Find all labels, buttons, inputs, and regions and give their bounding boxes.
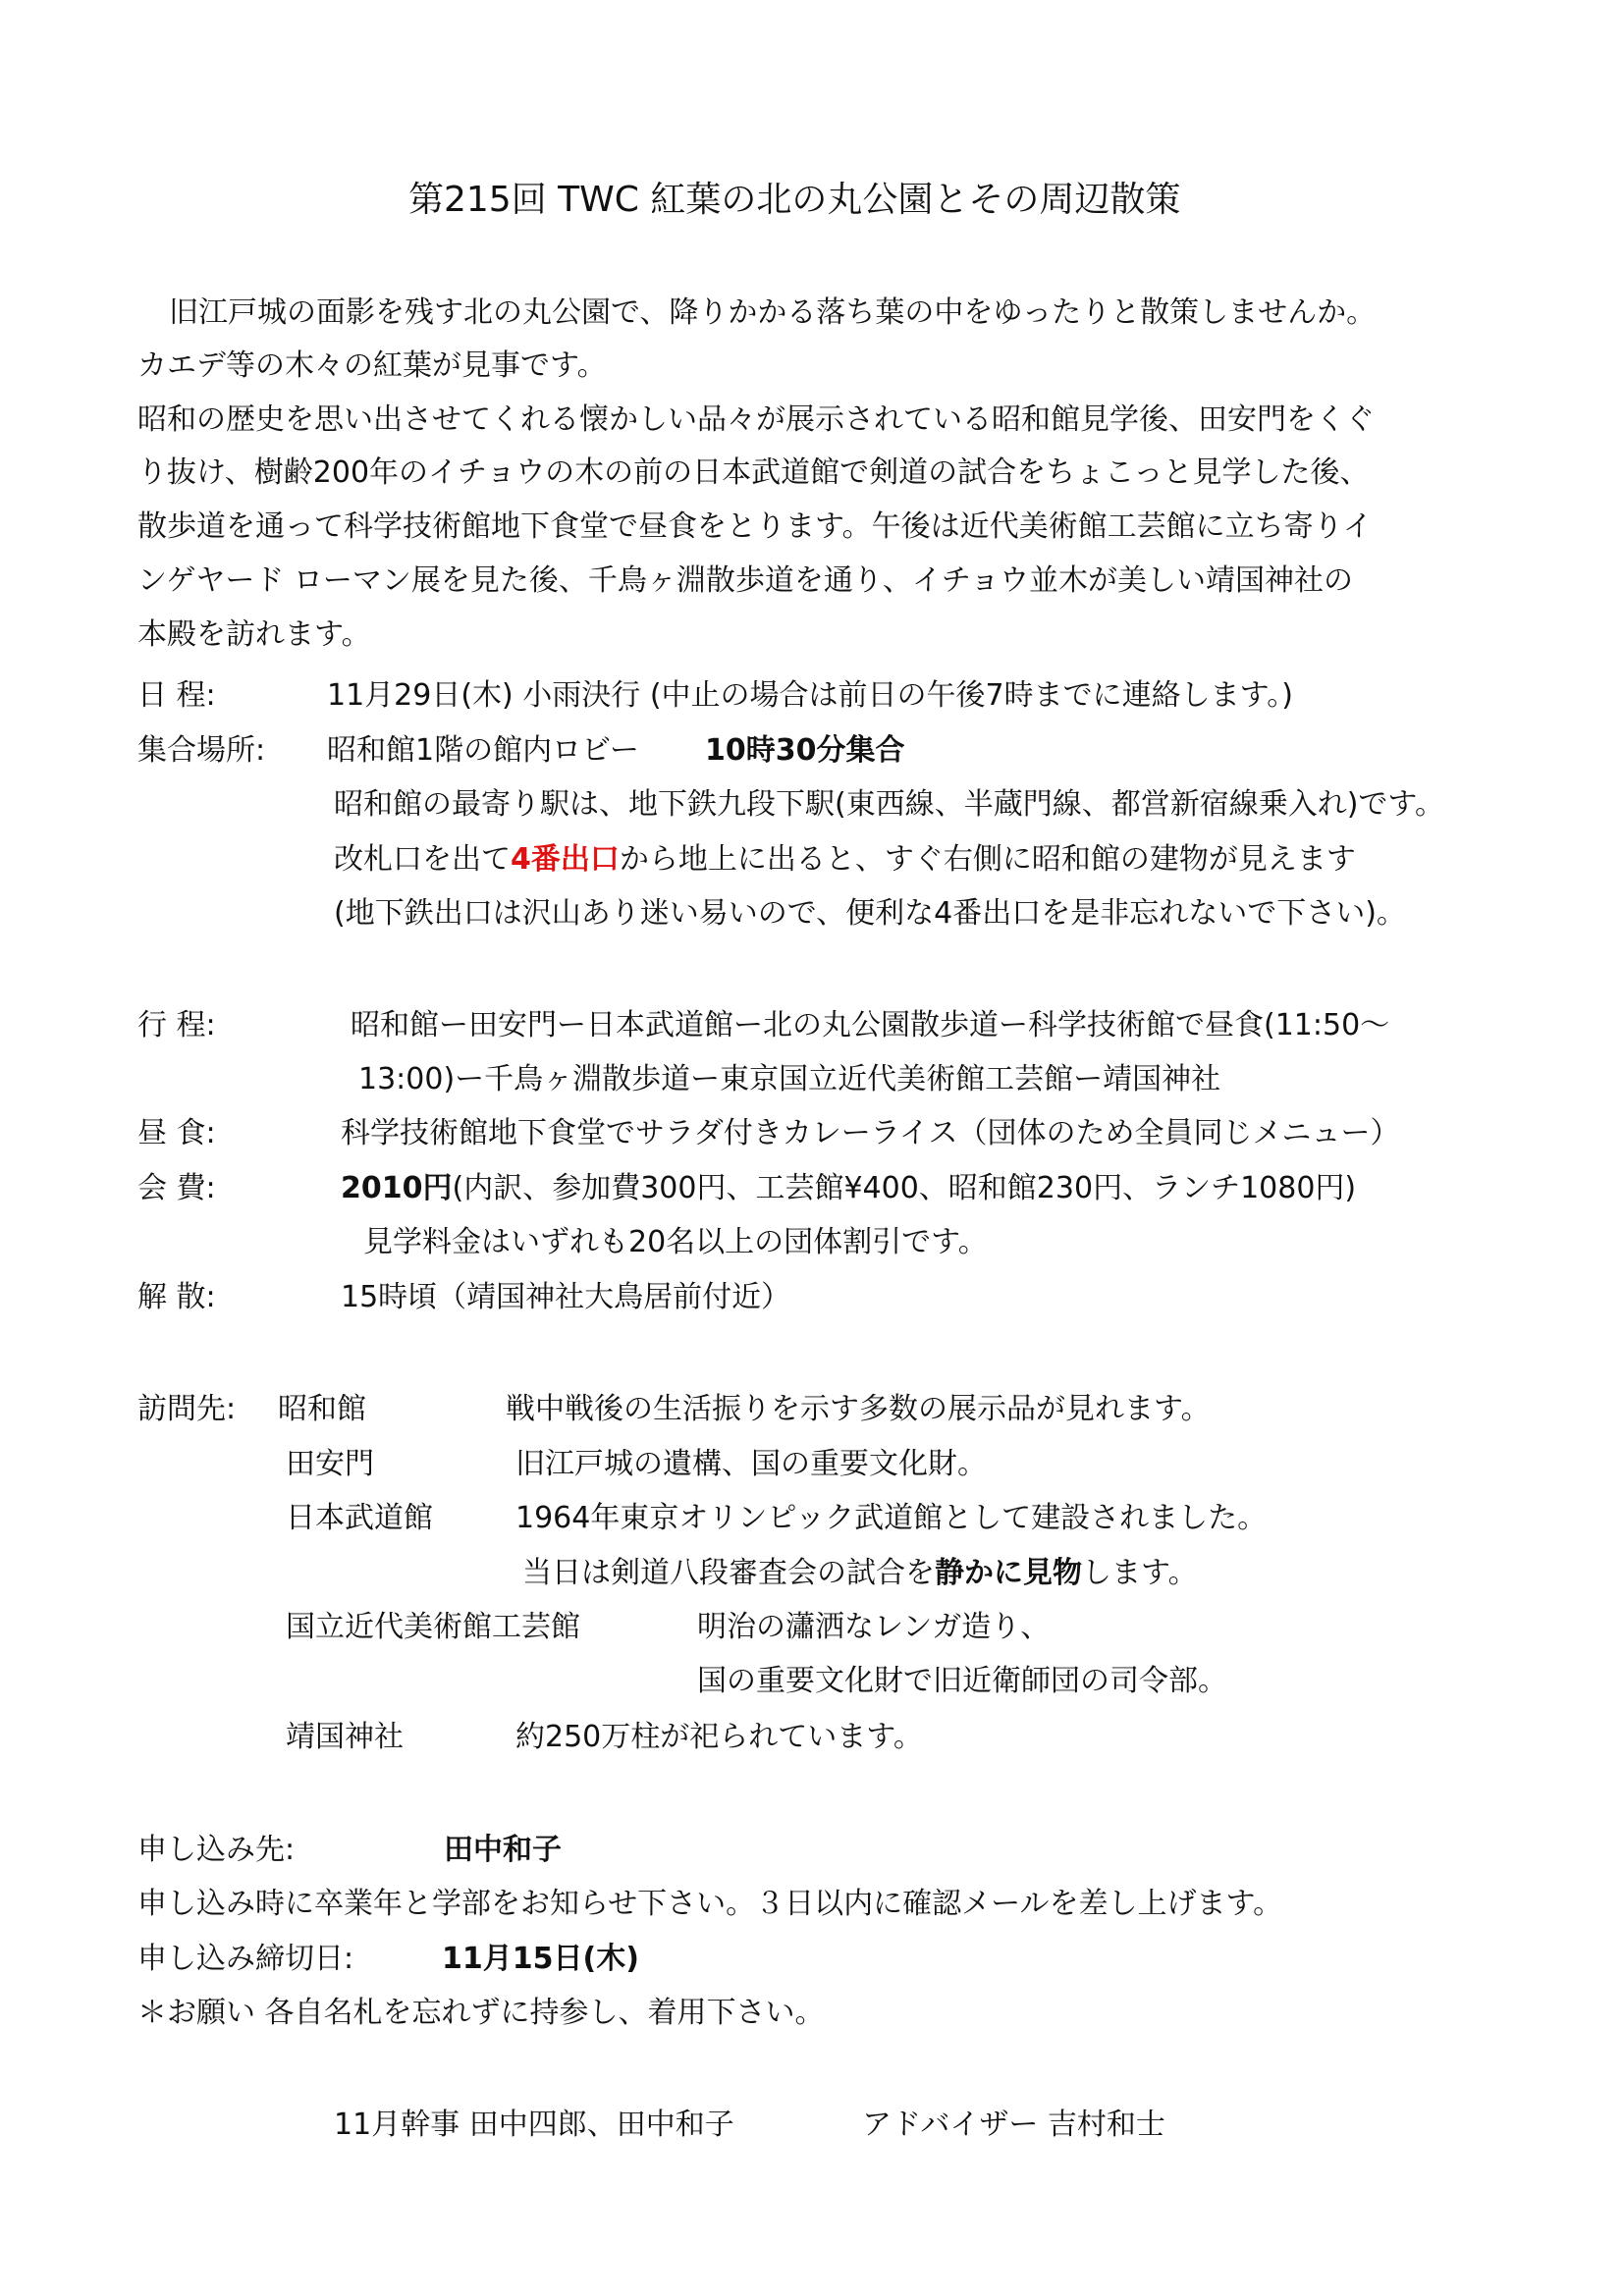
fee-value — [341, 1169, 1356, 1208]
page-title: 第215回 TWC 紅葉の北の丸公園とその周辺散策 — [408, 180, 1181, 220]
intro-line: ンゲヤード ローマン展を見た後、千鳥ヶ淵散歩道を通り、イチョウ並木が美しい靖国神社の — [137, 563, 1354, 598]
dismiss-label: 解 散: — [137, 1280, 216, 1314]
visit-desc: 戦中戦後の生活振りを示す多数の展示品が見れます。 — [506, 1392, 1211, 1426]
visit-desc-text: します。 — [1082, 1556, 1198, 1590]
visit-name: 靖国神社 — [286, 1720, 404, 1754]
visit-desc — [522, 1554, 1198, 1593]
schedule-value: 11月29日(木) 小雨決行 (中止の場合は前日の午後7時までに連絡します。) — [327, 678, 1293, 713]
footer-advisor: アドバイザー 吉村和士 — [862, 2108, 1165, 2142]
lunch-label: 昼 食: — [137, 1116, 216, 1150]
meeting-note-text: から地上に出ると、すぐ右側に昭和館の建物が見えます — [619, 842, 1356, 877]
visit-name: 日本武道館 — [286, 1501, 433, 1535]
apply-note: 申し込み時に卒業年と学部をお知らせ下さい。３日以内に確認メールを差し上げます。 — [137, 1887, 1283, 1921]
visit-name: 田安門 — [286, 1447, 374, 1481]
visit-desc-text: 当日は剣道八段審査会の試合を — [522, 1556, 935, 1590]
intro-line: 昭和の歴史を思い出させてくれる懐かしい品々が展示されている昭和館見学後、田安門をくぐ — [137, 402, 1375, 437]
meeting-label: 集合場所: — [137, 733, 266, 768]
intro-line: 本殿を訪れます。 — [137, 617, 371, 652]
intro-line: カエデ等の木々の紅葉が見事です。 — [137, 348, 607, 383]
visit-desc: 1964年東京オリンピック武道館として建設されました。 — [515, 1501, 1268, 1535]
exit-highlight: 4番出口 — [511, 842, 620, 877]
visit-name: 昭和館 — [278, 1392, 366, 1426]
meeting-note — [334, 840, 1356, 880]
visit-desc-emphasis: 静かに見物 — [935, 1556, 1082, 1590]
meeting-note: 昭和館の最寄り駅は、地下鉄九段下駅(東西線、半蔵門線、都営新宿線乗入れ)です。 — [334, 787, 1445, 822]
lunch-value: 科学技術館地下食堂でサラダ付きカレーライス（団体のため全員同じメニュー） — [341, 1116, 1400, 1150]
footer-organizers: 11月幹事 田中四郎、田中和子 — [334, 2108, 734, 2142]
fee-detail: (内訳、参加費300円、工芸館¥400、昭和館230円、ランチ1080円) — [452, 1171, 1357, 1205]
meeting-note: (地下鉄出口は沢山あり迷い易いので、便利な4番出口を是非忘れないで下さい)。 — [334, 896, 1406, 931]
fee-note: 見学料金はいずれも20名以上の団体割引です。 — [363, 1225, 988, 1259]
meeting-place: 昭和館1階の館内ロビー — [327, 733, 639, 768]
meeting-note-text: 改札口を出て — [334, 842, 511, 877]
intro-line: 散歩道を通って科学技術館地下食堂で昼食をとります。午後は近代美術館工芸館に立ち寄りイ — [137, 509, 1373, 544]
visit-desc: 旧江戸城の遺構、国の重要文化財。 — [515, 1447, 987, 1481]
itinerary-label: 行 程: — [137, 1008, 216, 1042]
visit-desc: 国の重要文化財で旧近衛師団の司令部。 — [697, 1664, 1227, 1698]
deadline-value: 11月15日(木) — [442, 1942, 639, 1976]
visit-desc: 約250万柱が祀られています。 — [515, 1720, 923, 1754]
apply-name: 田中和子 — [444, 1833, 562, 1867]
visit-name: 国立近代美術館工芸館 — [286, 1610, 580, 1644]
request-note: ＊お願い 各自名札を忘れずに持参し、着用下さい。 — [137, 1996, 825, 2030]
meeting-time: 10時30分集合 — [705, 733, 905, 768]
fee-label: 会 費: — [137, 1171, 216, 1205]
itinerary-line: 昭和館ー田安門ー日本武道館ー北の丸公園散歩道ー科学技術館で昼食(11:50〜 — [351, 1008, 1390, 1042]
fee-amount: 2010円 — [341, 1171, 453, 1205]
schedule-label: 日 程: — [137, 678, 216, 713]
deadline-label: 申し込み締切日: — [137, 1942, 354, 1976]
visit-desc: 明治の瀟洒なレンガ造り、 — [697, 1610, 1051, 1644]
itinerary-line: 13:00)ー千鳥ヶ淵散歩道ー東京国立近代美術館工芸館ー靖国神社 — [358, 1062, 1221, 1096]
intro-line: 旧江戸城の面影を残す北の丸公園で、降りかかる落ち葉の中をゆったりと散策しませんか。 — [169, 295, 1377, 330]
apply-label: 申し込み先: — [137, 1833, 296, 1867]
intro-line: り抜け、樹齢200年のイチョウの木の前の日本武道館で剣道の試合をちょこっと見学した後、 — [137, 455, 1370, 490]
visits-label: 訪問先: — [137, 1392, 237, 1426]
dismiss-value: 15時頃（靖国神社大鳥居前付近） — [341, 1280, 791, 1314]
